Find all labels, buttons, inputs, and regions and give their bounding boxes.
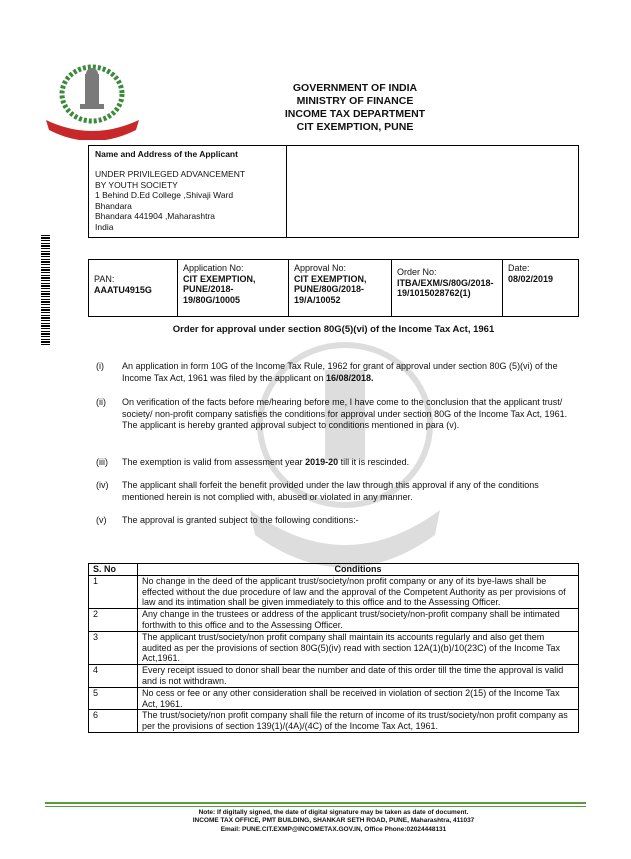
date-cell [503,260,579,317]
pan-value: AAATU4915G [94,284,152,295]
approval-cell [289,260,392,317]
paragraph-iv [96,480,576,503]
income-tax-department-logo [40,60,145,140]
order-value: ITBA/EXM/S/80G/2018-19/1015028762(1) [397,277,494,298]
identifiers-table [88,259,579,317]
empty-cell [287,146,579,238]
paragraph-i [96,361,576,384]
row-number: 4 [89,665,138,688]
applicant-cell [89,146,287,238]
row-number: 6 [89,710,138,733]
row-number: 1 [89,575,138,608]
assessment-year: 2019-20 [305,457,339,467]
para-text: An application in form 10G of the Income Tax Rule, 1962 for grant of approval under section 80G (5)(vi) of the Income Tax Act, 1961 was filed by the applicant on [122,361,558,383]
address-line: Bhandara 441904 ,Maharashtra [95,211,216,221]
conditions-header: Conditions [138,564,579,576]
approval-value: CIT EXEMPTION, PUNE/80G/2018-19/A/10052 [294,273,367,305]
application-cell [178,260,289,317]
para-text: The applicant shall forfeit the benefit provided under the law through this approval if any of the conditions mentioned herein is not complied with, abused or violated in any manner. [122,480,539,502]
footer-address: INCOME TAX OFFICE, PMT BUILDING, SHANKAR SETH ROAD, PUNE, Maharashtra, 411037 [192,817,475,825]
department-banner [46,120,139,140]
address-line: Bhandara [95,200,132,211]
barcode [41,235,50,345]
footer-divider-thin [45,806,586,807]
table-row [89,609,579,632]
order-label: Order No: [397,267,437,277]
conditions-table [88,563,579,733]
footer-divider [45,802,586,804]
table-row [89,631,579,664]
header-line-4: CIT EXEMPTION, PUNE [296,121,414,133]
approval-label: Approval No: [294,263,347,273]
para-number: (v) [96,515,107,525]
address-line: UNDER PRIVILEGED ADVANCEMENT [95,169,246,179]
para-number: (iv) [96,480,109,490]
application-value: CIT EXEMPTION, PUNE/2018-19/80G/10005 [183,273,256,305]
table-row [89,575,579,608]
row-condition: Any change in the trustees or address of the applicant trust/society/non-profit company shall be intimated forthwith to this office and to the Assessing Officer. [138,609,579,632]
footer [88,809,579,834]
para-number: (i) [96,361,104,371]
paragraph-ii [96,397,576,432]
sno-header: S. No [89,564,138,576]
row-number: 5 [89,687,138,710]
para-text: till it is rescinded. [338,457,410,467]
table-row [89,687,579,710]
table-row [89,710,579,733]
row-condition: Every receipt issued to donor shall bear the number and date of this order till the time the approval is valid and is not withdrawn. [138,665,579,688]
para-number: (iii) [96,457,108,467]
para-text: The exemption is valid from assessment year [122,457,306,467]
row-number: 2 [89,609,138,632]
address-line: BY YOUTH SOCIETY [95,179,178,190]
address-line: 1 Behind D.Ed College ,Shivaji Ward [95,190,234,200]
order-title: Order for approval under section 80G(5)(vi) of the Income Tax Act, 1961 [172,324,495,335]
row-condition: The applicant trust/society/non profit company shall maintain its accounts regularly and also get them audited as per the provisions of section 80G(5)(iv) read with section 12A(1)(b)/10(23C) of the Income Tax Act,1961. [138,631,579,664]
paragraph-iii [96,457,576,469]
address-line: India [95,221,114,232]
footer-note: Note: If digitally signed, the date of digital signature may be taken as date of document. [198,809,469,816]
row-number: 3 [89,631,138,664]
pan-label: PAN: [94,274,115,284]
pan-cell [89,260,178,317]
date-label: Date: [508,263,530,273]
order-cell [392,260,503,317]
table-row [89,665,579,688]
table-header-row [89,564,579,576]
paragraph-v [96,515,576,527]
application-label: Application No: [183,263,244,273]
row-condition: No cess or fee or any other consideration shall be received in violation of section 2(15) of the Income Tax Act, 1961. [138,687,579,710]
para-text: On verification of the facts before me/hearing before me, I have come to the conclusion that the applicant trust/ society/ non-profit company satisfies the conditions for approval under section 80G of the Income Tax Act, 1961. The applicant is hereby granted approval subject to conditions mentioned in para (v). [122,397,568,430]
header-line-2: MINISTRY OF FINANCE [296,95,414,107]
filing-date: 16/08/2018. [325,372,374,383]
header-line-3: INCOME TAX DEPARTMENT [284,108,426,120]
para-text: The approval is granted subject to the following conditions:- [122,515,359,525]
row-condition: No change in the deed of the applicant trust/society/non profit company or any of its bye-laws shall be effected without the due procedure of law and the approval of the Competent Authority as per provisions of law and its intimation shall be given immediately to this office and to the Assessing Officer. [138,575,579,608]
applicant-table [88,145,579,238]
footer-contact: Email: PUNE.CIT.EXMP@INCOMETAX.GOV.IN, Office Phone:02024448131 [220,825,447,833]
date-value: 08/02/2019 [508,273,554,284]
row-condition: The trust/society/non profit company shall file the return of income of its trust/society/non profit company as per the provisions of section 139(1)/(4A)/(4C) of the Income Tax Act, 1961. [138,710,579,733]
letterhead [250,82,460,134]
applicant-heading: Name and Address of the Applicant [95,149,238,159]
header-line-1: GOVERNMENT OF INDIA [292,82,418,94]
para-number: (ii) [96,397,106,407]
